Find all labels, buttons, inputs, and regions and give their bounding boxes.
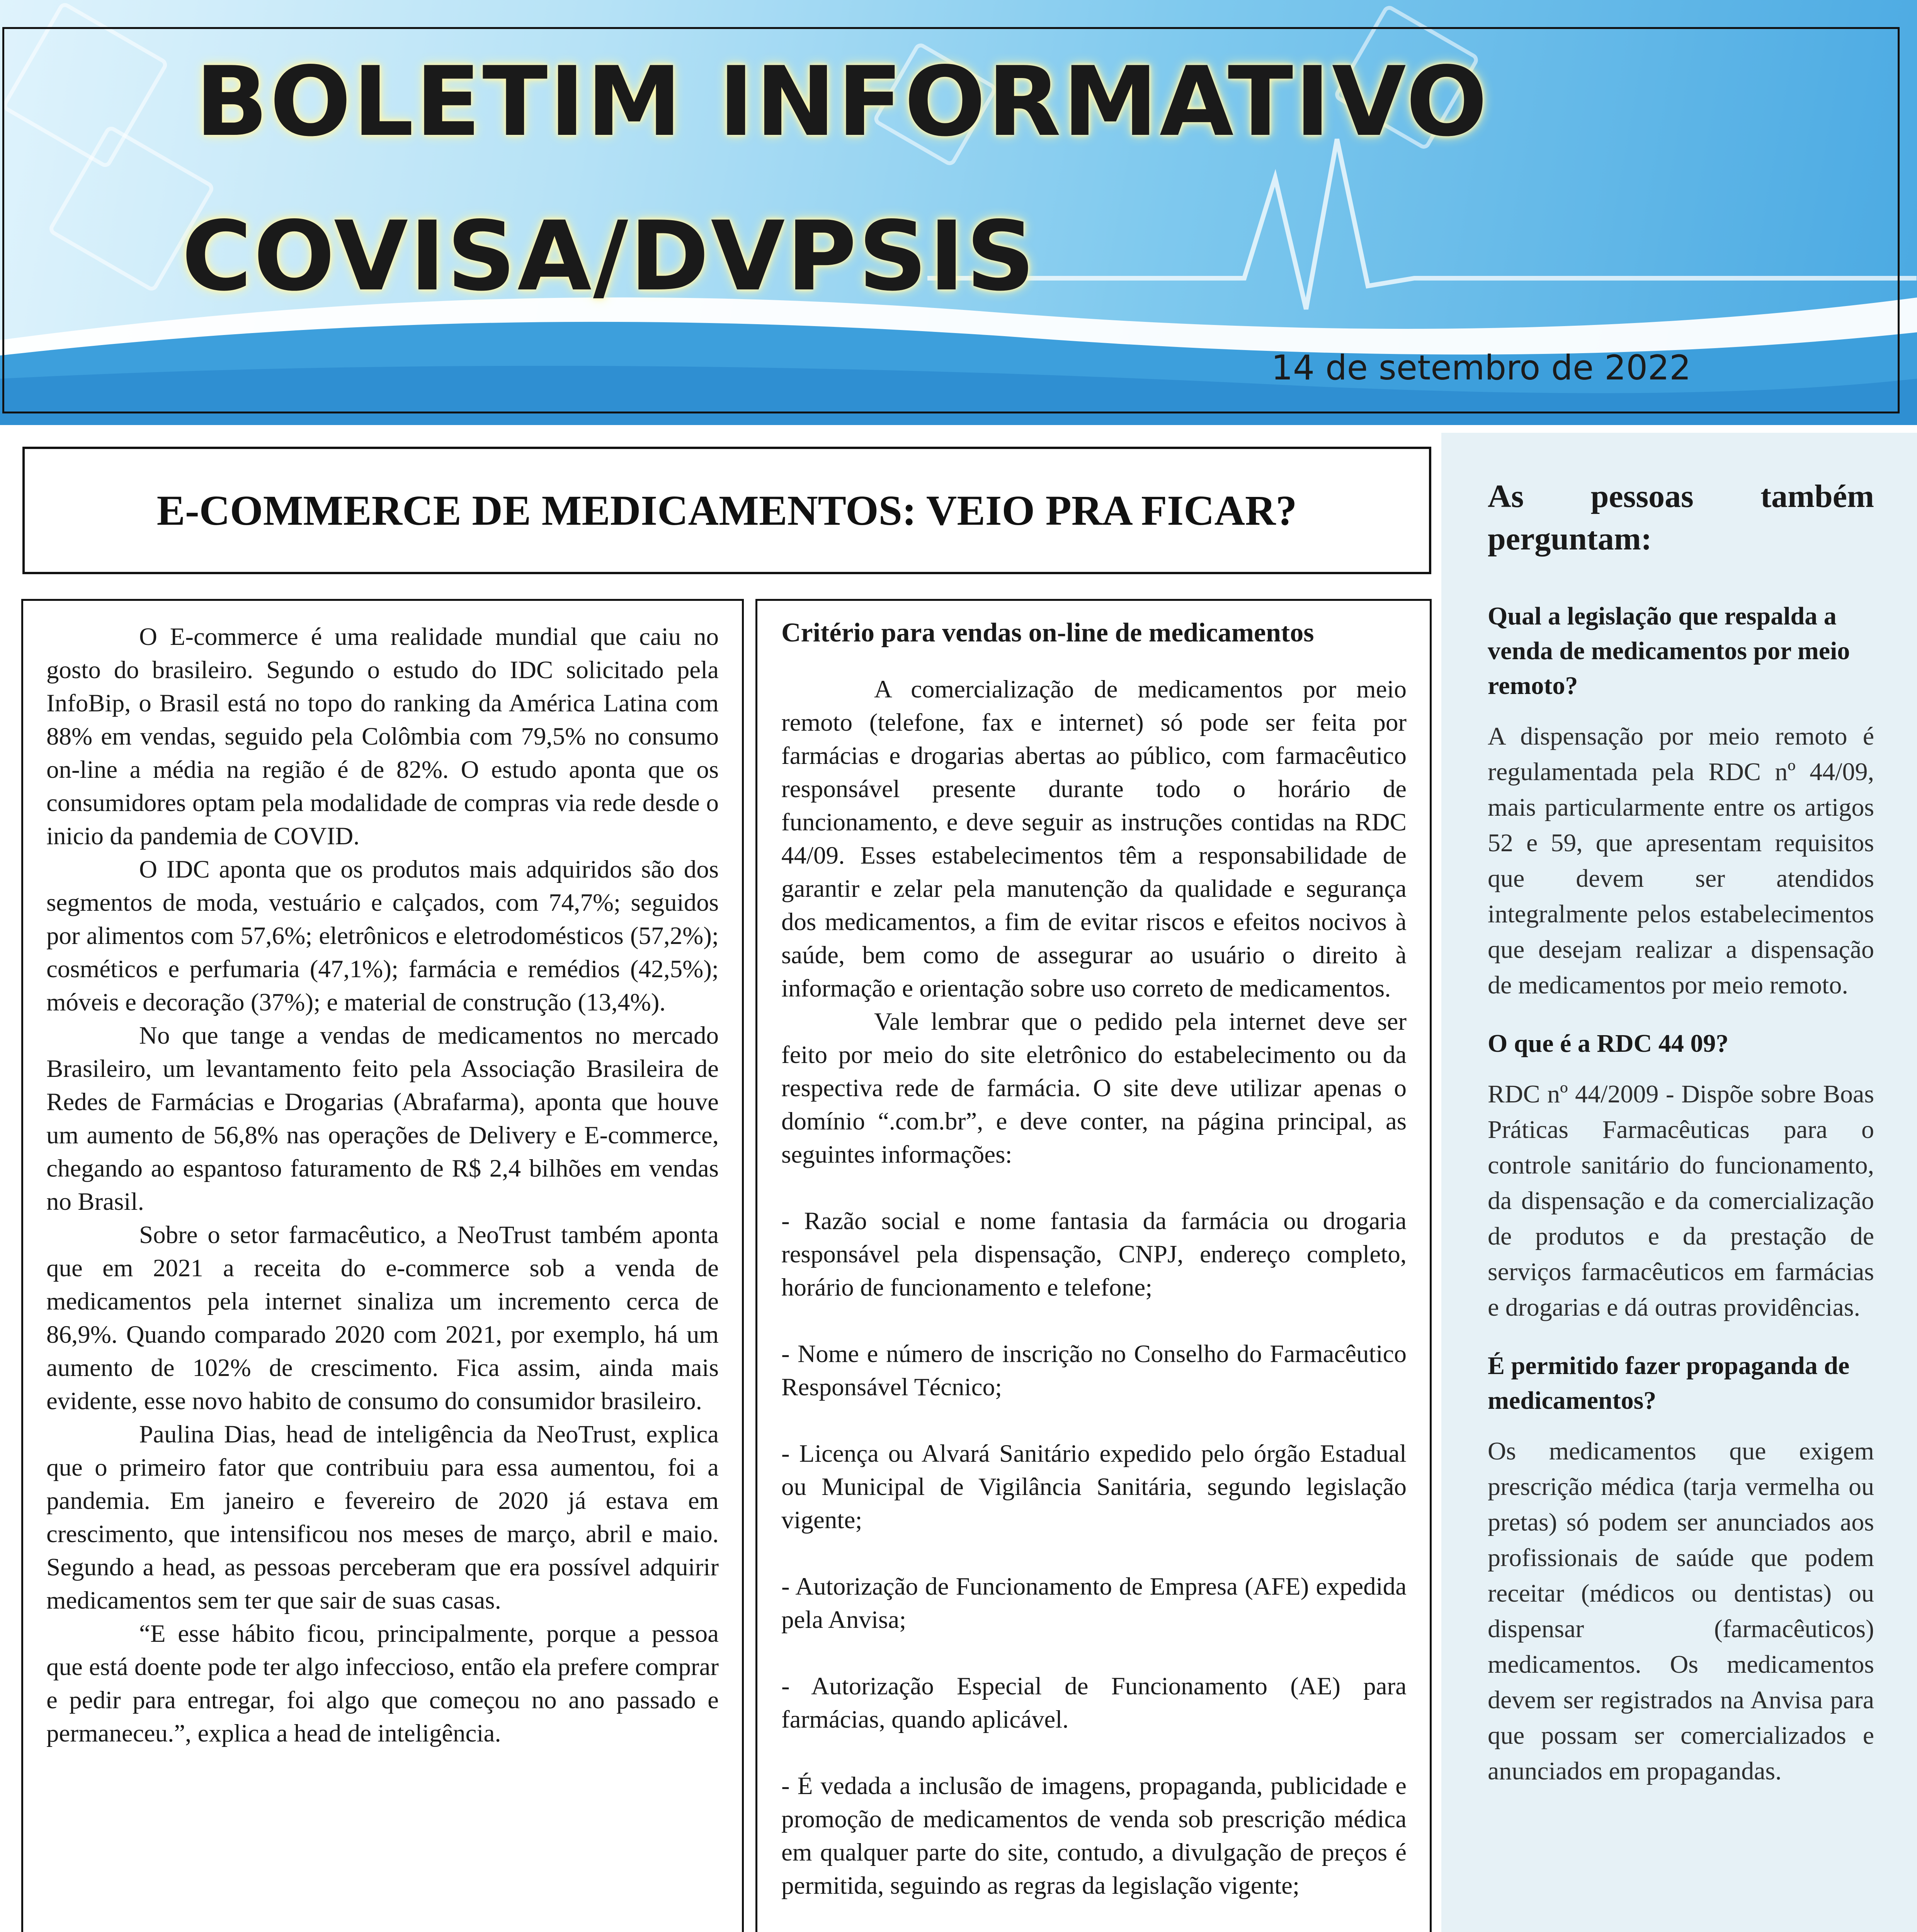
- paragraph: No que tange a vendas de medicamentos no mercado Brasileiro, um levantamento feito pela Associação Brasileira de Redes de Farmácias e Drogarias (Abrafarma), aponta que houve um aumento de 56,8% nas operações de Delivery e E-commerce, chegando ao espantoso faturamento de R$ 2,4 bilhões em vendas no Brasil.: [46, 1022, 719, 1216]
- article-left-column: [21, 599, 744, 1932]
- bulletin-title: BOLETIM INFORMATIVO: [195, 46, 1489, 158]
- paragraph: A comercialização de medicamentos por meio remoto (telefone, fax e internet) só pode ser feita por farmácias e drogarias abertas ao público, com farmacêutico responsável presente durante todo o horário de funcionamento, e deve seguir as instruções contidas na RDC 44/09. Esses estabelecimentos têm a responsabilidade de garantir e zelar pela manutenção da qualidade e segurança dos medicamentos, a fim de evitar riscos e efeitos nocivos à saúde, bem como de assegurar ao usuário o direito à informação e orientação sobre uso correto de medicamentos.: [781, 675, 1407, 1002]
- list-item: - Autorização Especial de Funcionamento (AE) para farmácias, quando aplicável.: [781, 1672, 1407, 1733]
- article-title-box: [22, 447, 1431, 574]
- article-right-column: [755, 599, 1432, 1932]
- paragraph: O E-commerce é uma realidade mundial que caiu no gosto do brasileiro. Segundo o estudo do IDC solicitado pela InfoBip, o Brasil está no topo do ranking da América Latina com 88% em vendas, seguido pela Colômbia com 79,5% no consumo on-line a média na região é de 82%. O estudo aponta que os consumidores optam pela modalidade de compras via rede desde o inicio da pandemia de COVID.: [46, 623, 719, 850]
- list-item: - Autorização de Funcionamento de Empresa (AFE) expedida pela Anvisa;: [781, 1573, 1407, 1634]
- faq-question: O que é a RDC 44 09?: [1488, 1029, 1729, 1058]
- sidebar-title: As pessoas também perguntam:: [1488, 478, 1874, 557]
- faq-answer: Os medicamentos que exigem prescrição médica (tarja vermelha ou pretas) só podem ser anunciados aos profissionais de saúde que podem receitar (médicos ou dentistas) ou dispensar (farmacêuticos) medicamentos. Os medicamentos devem ser registrados na Anvisa para que possam ser comercializados e anunciados em propagandas.: [1488, 1437, 1874, 1785]
- paragraph: O IDC aponta que os produtos mais adquiridos são dos segmentos de moda, vestuário e calçados, com 74,7%; seguidos por alimentos com 57,6%; eletrônicos e eletrodomésticos (57,2%); cosméticos e perfumaria (47,1%); farmácia e remédios (42,5%); móveis e decoração (37%); e material de construção (13,4%).: [46, 855, 719, 1016]
- paragraph: Sobre o setor farmacêutico, a NeoTrust também aponta que em 2021 a receita do e-commerce sob a venda de medicamentos pela internet sinaliza um incremento cerca de 86,9%. Quando comparado 2020 com 2021, por exemplo, há um aumento de 102% de crescimento. Fica assim, ainda mais evidente, esse novo habito de consumo do consumidor brasileiro.: [46, 1221, 719, 1415]
- bulletin-date: 14 de setembro de 2022: [1271, 348, 1691, 388]
- faq-answer: A dispensação por meio remoto é regulamentada pela RDC nº 44/09, mais particularmente entre os artigos 52 e 59, que apresentam requisitos que devem ser atendidos integralmente pelos estabelecimentos que desejam realizar a dispensação de medicamentos por meio remoto.: [1488, 722, 1874, 999]
- faq-question: Qual a legislação que respalda a venda de medicamentos por meio remoto?: [1488, 602, 1850, 700]
- faq-answer: RDC nº 44/2009 - Dispõe sobre Boas Práticas Farmacêuticas para o controle sanitário do funcionamento, da dispensação e da comercialização de produtos e da prestação de serviços farmacêuticos em farmácias e drogarias e dá outras providências.: [1488, 1080, 1874, 1321]
- header-banner: [0, 0, 1917, 425]
- bulletin-subtitle: COVISA/DVPSIS: [182, 201, 1037, 312]
- list-item: - Nome e número de inscrição no Conselho do Farmacêutico Responsável Técnico;: [781, 1340, 1407, 1401]
- list-item: - É vedada a inclusão de imagens, propaganda, publicidade e promoção de medicamentos de venda sob prescrição médica em qualquer parte do site, contudo, a divulgação de preços é permitida, seguindo as regras da legislação vigente;: [781, 1772, 1407, 1900]
- section-heading: Critério para vendas on-line de medicamentos: [781, 618, 1314, 648]
- faq-sidebar: [1441, 433, 1917, 1932]
- paragraph: Vale lembrar que o pedido pela internet deve ser feito por meio do site eletrônico do estabelecimento ou da respectiva rede de farmácia. O site deve utilizar apenas o domínio “.com.br”, e deve conter, na página principal, as seguintes informações:: [781, 1008, 1407, 1168]
- list-item: - Razão social e nome fantasia da farmácia ou drogaria responsável pela dispensação, CNPJ, endereço completo, horário de funcionamento e telefone;: [781, 1207, 1407, 1301]
- article-title: E-COMMERCE DE MEDICAMENTOS: VEIO PRA FICAR?: [156, 486, 1297, 534]
- list-item: - Licença ou Alvará Sanitário expedido pelo órgão Estadual ou Municipal de Vigilância Sanitária, segundo legislação vigente;: [781, 1440, 1407, 1534]
- paragraph: Paulina Dias, head de inteligência da NeoTrust, explica que o primeiro fator que contribuiu para essa aumentou, foi a pandemia. Em janeiro e fevereiro de 2020 já estava em crescimento, que intensificou nos meses de março, abril e maio. Segundo a head, as pessoas perceberam que era possível adquirir medicamentos sem ter que sair de suas casas.: [46, 1420, 719, 1614]
- faq-list: [1488, 599, 1874, 1812]
- paragraph: “E esse hábito ficou, principalmente, porque a pessoa que está doente pode ter algo infeccioso, então ela prefere comprar e pedir para entregar, foi algo que começou no ano passado e permaneceu.”, explica a head de inteligência.: [46, 1620, 719, 1747]
- faq-question: É permitido fazer propaganda de medicamentos?: [1488, 1352, 1850, 1415]
